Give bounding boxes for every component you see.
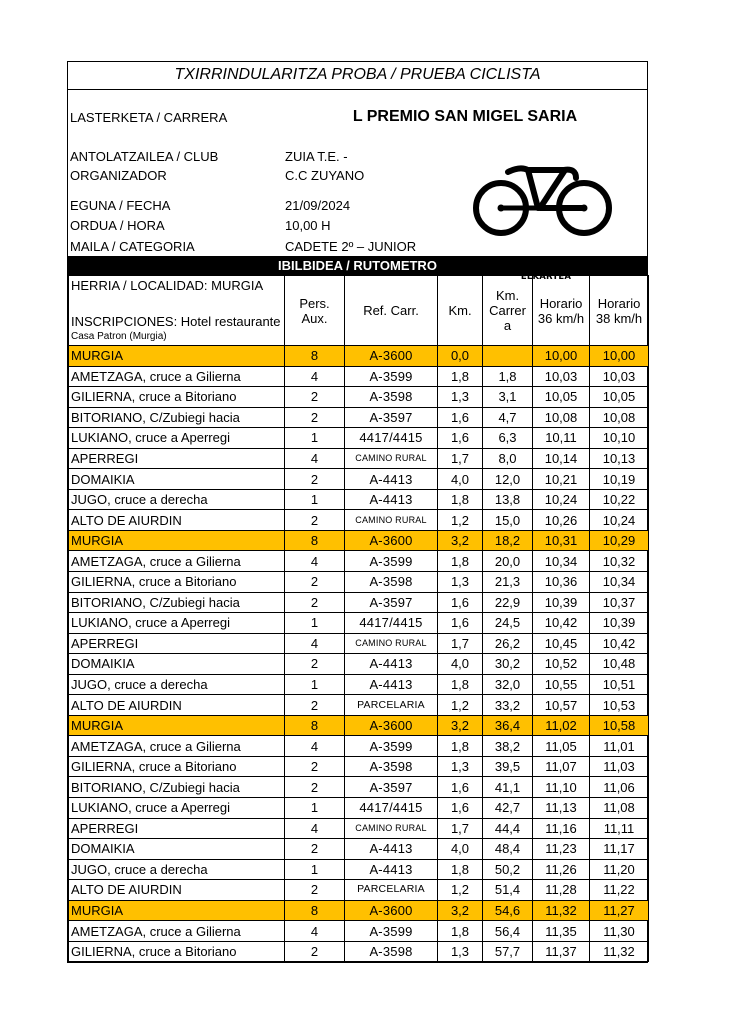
pers-cell: 1 xyxy=(285,489,345,510)
place-cell: BITORIANO, C/Zubiegi hacia xyxy=(69,592,285,613)
ref-cell: A-4413 xyxy=(345,489,438,510)
race-name: L PREMIO SAN MIGEL SARIA xyxy=(352,108,578,125)
km-race-cell: 54,6 xyxy=(483,900,533,921)
table-row xyxy=(69,674,649,695)
schedule-38-cell: 10,08 xyxy=(590,407,649,428)
km-cell: 1,6 xyxy=(438,428,483,449)
km-cell: 4,0 xyxy=(438,654,483,675)
place-cell: BITORIANO, C/Zubiegi hacia xyxy=(69,777,285,798)
pers-cell: 8 xyxy=(285,715,345,736)
pers-cell: 2 xyxy=(285,695,345,716)
time-value: 10,00 H xyxy=(285,218,331,233)
km-race-cell: 30,2 xyxy=(483,654,533,675)
km-cell: 1,3 xyxy=(438,941,483,962)
km-cell: 1,6 xyxy=(438,777,483,798)
schedule-36-cell: 11,07 xyxy=(533,756,590,777)
km-cell: 1,8 xyxy=(438,921,483,942)
pers-cell: 2 xyxy=(285,510,345,531)
schedule-38-cell: 10,10 xyxy=(590,428,649,449)
place-cell: LUKIANO, cruce a Aperregi xyxy=(69,613,285,634)
table-row xyxy=(69,489,649,510)
schedule-36-cell: 10,45 xyxy=(533,633,590,654)
pers-cell: 4 xyxy=(285,448,345,469)
pers-cell: 4 xyxy=(285,633,345,654)
ref-cell: A-4413 xyxy=(345,839,438,860)
club-value-2: C.C ZUYANO xyxy=(285,168,365,183)
place-cell: ALTO DE AIURDIN xyxy=(69,880,285,901)
ref-cell: A-3600 xyxy=(345,530,438,551)
ref-cell: A-3600 xyxy=(345,346,438,367)
km-cell: 1,3 xyxy=(438,756,483,777)
schedule-38-cell: 10,39 xyxy=(590,613,649,634)
km-cell: 1,7 xyxy=(438,448,483,469)
schedule-38-cell: 10,03 xyxy=(590,366,649,387)
club-label-1: ANTOLATZAILEA / CLUB xyxy=(70,149,219,164)
ref-cell: A-3597 xyxy=(345,777,438,798)
km-race-cell: 12,0 xyxy=(483,469,533,490)
inscriptions-text: INSCRIPCIONES: Hotel restaurante xyxy=(71,314,281,329)
km-header: Km. xyxy=(438,276,483,346)
schedule-38-cell: 10,34 xyxy=(590,572,649,593)
table-row xyxy=(69,695,649,716)
table-row xyxy=(69,407,649,428)
schedule-38-cell: 10,29 xyxy=(590,530,649,551)
category-value: CADETE 2º – JUNIOR xyxy=(285,239,417,254)
table-row xyxy=(69,859,649,880)
table-row xyxy=(69,736,649,757)
km-cell: 1,6 xyxy=(438,407,483,428)
table-row xyxy=(69,366,649,387)
ref-cell: CAMINO RURAL xyxy=(345,818,438,839)
km-cell: 1,6 xyxy=(438,613,483,634)
table-row xyxy=(69,921,649,942)
ref-cell: CAMINO RURAL xyxy=(345,510,438,531)
schedule-38-cell: 10,13 xyxy=(590,448,649,469)
schedule-36-cell: 10,00 xyxy=(533,346,590,367)
table-row xyxy=(69,798,649,819)
pers-cell: 2 xyxy=(285,756,345,777)
schedule-36-cell: 10,26 xyxy=(533,510,590,531)
schedule-36-cell: 11,32 xyxy=(533,900,590,921)
route-rows xyxy=(69,346,649,962)
inscriptions-text-2: Casa Patron (Murgia) xyxy=(71,331,167,342)
km-cell: 1,2 xyxy=(438,695,483,716)
schedule-36-cell: 11,05 xyxy=(533,736,590,757)
place-cell: JUGO, cruce a derecha xyxy=(69,489,285,510)
ref-cell: A-4413 xyxy=(345,674,438,695)
pers-cell: 8 xyxy=(285,346,345,367)
schedule-38-cell: 10,51 xyxy=(590,674,649,695)
schedule-36-cell: 10,24 xyxy=(533,489,590,510)
place-cell: AMETZAGA, cruce a Gilierna xyxy=(69,366,285,387)
table-header-row xyxy=(69,276,649,346)
schedule-36-cell: 10,14 xyxy=(533,448,590,469)
schedule-36-cell: 10,57 xyxy=(533,695,590,716)
ref-cell: A-3598 xyxy=(345,756,438,777)
ref-cell: A-3599 xyxy=(345,551,438,572)
km-race-cell: 8,0 xyxy=(483,448,533,469)
schedule-36-cell: 11,35 xyxy=(533,921,590,942)
schedule-36-cell: 11,13 xyxy=(533,798,590,819)
schedule-36-cell: 11,02 xyxy=(533,715,590,736)
km-race-cell: 15,0 xyxy=(483,510,533,531)
ref-cell: CAMINO RURAL xyxy=(345,633,438,654)
locality-header xyxy=(69,276,285,346)
km-cell: 1,3 xyxy=(438,387,483,408)
place-cell: JUGO, cruce a derecha xyxy=(69,674,285,695)
place-cell: GILIERNA, cruce a Bitoriano xyxy=(69,387,285,408)
schedule-36-cell: 10,36 xyxy=(533,572,590,593)
km-race-cell: 22,9 xyxy=(483,592,533,613)
schedule-36-cell: 10,21 xyxy=(533,469,590,490)
pers-cell: 2 xyxy=(285,777,345,798)
schedule-38-cell: 10,58 xyxy=(590,715,649,736)
place-cell: AMETZAGA, cruce a Gilierna xyxy=(69,551,285,572)
place-cell: MURGIA xyxy=(69,900,285,921)
table-row xyxy=(69,818,649,839)
place-cell: MURGIA xyxy=(69,530,285,551)
club-value-1: ZUIA T.E. - xyxy=(285,149,348,164)
schedule-38-cell: 11,08 xyxy=(590,798,649,819)
schedule-38-cell: 11,17 xyxy=(590,839,649,860)
table-row xyxy=(69,633,649,654)
km-race-cell: 4,7 xyxy=(483,407,533,428)
place-cell: APERREGI xyxy=(69,818,285,839)
route-table xyxy=(68,275,649,962)
ref-cell: CAMINO RURAL xyxy=(345,448,438,469)
time-label: ORDUA / HORA xyxy=(70,218,165,233)
km-race-cell: 18,2 xyxy=(483,530,533,551)
table-row xyxy=(69,941,649,962)
table-row xyxy=(69,880,649,901)
km-cell: 1,8 xyxy=(438,489,483,510)
pers-cell: 2 xyxy=(285,469,345,490)
date-value: 21/09/2024 xyxy=(285,198,351,213)
pers-cell: 1 xyxy=(285,428,345,449)
place-cell: APERREGI xyxy=(69,448,285,469)
km-race-cell: 44,4 xyxy=(483,818,533,839)
table-row xyxy=(69,428,649,449)
pers-cell: 8 xyxy=(285,900,345,921)
schedule-38-cell: 11,03 xyxy=(590,756,649,777)
place-cell: APERREGI xyxy=(69,633,285,654)
km-race-cell: 56,4 xyxy=(483,921,533,942)
schedule-36-cell: 10,03 xyxy=(533,366,590,387)
pers-header: Pers. Aux. xyxy=(285,276,345,346)
table-row xyxy=(69,777,649,798)
schedule-36-cell: 10,39 xyxy=(533,592,590,613)
schedule-38-cell: 10,24 xyxy=(590,510,649,531)
pers-cell: 4 xyxy=(285,736,345,757)
place-cell: BITORIANO, C/Zubiegi hacia xyxy=(69,407,285,428)
km-race-cell: 26,2 xyxy=(483,633,533,654)
table-row xyxy=(69,469,649,490)
km-race-cell: 48,4 xyxy=(483,839,533,860)
km-race-cell: 24,5 xyxy=(483,613,533,634)
km-race-cell: 38,2 xyxy=(483,736,533,757)
km-race-cell: 39,5 xyxy=(483,756,533,777)
km-race-cell: 20,0 xyxy=(483,551,533,572)
schedule-38-cell: 11,20 xyxy=(590,859,649,880)
date-label: EGUNA / FECHA xyxy=(70,198,171,213)
schedule-38-cell: 10,48 xyxy=(590,654,649,675)
ref-cell: 4417/4415 xyxy=(345,428,438,449)
km-race-cell: 3,1 xyxy=(483,387,533,408)
schedule-36-cell: 11,16 xyxy=(533,818,590,839)
schedule-38-cell: 10,42 xyxy=(590,633,649,654)
club-label-2: ORGANIZADOR xyxy=(70,168,167,183)
ref-cell: A-4413 xyxy=(345,859,438,880)
ref-cell: A-3597 xyxy=(345,407,438,428)
schedule-36-cell: 11,37 xyxy=(533,941,590,962)
place-cell: ALTO DE AIURDIN xyxy=(69,695,285,716)
km-race-cell: 41,1 xyxy=(483,777,533,798)
ref-header: Ref. Carr. xyxy=(345,276,438,346)
pers-cell: 4 xyxy=(285,921,345,942)
pers-cell: 2 xyxy=(285,941,345,962)
schedule-36-cell: 10,42 xyxy=(533,613,590,634)
table-row xyxy=(69,592,649,613)
place-cell: GILIERNA, cruce a Bitoriano xyxy=(69,572,285,593)
logo-text: ZUIA TXIRRINDULARI ELKARTEA xyxy=(494,262,598,282)
km-race-header: Km. Carrer a xyxy=(483,276,533,346)
pers-cell: 8 xyxy=(285,530,345,551)
table-row xyxy=(69,510,649,531)
place-cell: ALTO DE AIURDIN xyxy=(69,510,285,531)
km-cell: 1,3 xyxy=(438,572,483,593)
place-cell: LUKIANO, cruce a Aperregi xyxy=(69,798,285,819)
ref-cell: 4417/4415 xyxy=(345,613,438,634)
ref-cell: A-3600 xyxy=(345,715,438,736)
km-race-cell: 6,3 xyxy=(483,428,533,449)
pers-cell: 1 xyxy=(285,798,345,819)
km-cell: 3,2 xyxy=(438,900,483,921)
km-race-cell: 32,0 xyxy=(483,674,533,695)
schedule-38-cell: 11,06 xyxy=(590,777,649,798)
pers-cell: 4 xyxy=(285,551,345,572)
ref-cell: A-3598 xyxy=(345,387,438,408)
pers-cell: 1 xyxy=(285,859,345,880)
ref-cell: A-3598 xyxy=(345,572,438,593)
place-cell: LUKIANO, cruce a Aperregi xyxy=(69,428,285,449)
pers-cell: 1 xyxy=(285,674,345,695)
ref-cell: A-3597 xyxy=(345,592,438,613)
pers-cell: 2 xyxy=(285,592,345,613)
table-row xyxy=(69,654,649,675)
schedule-38-cell: 10,00 xyxy=(590,346,649,367)
km-cell: 1,2 xyxy=(438,880,483,901)
schedule-38-cell: 11,01 xyxy=(590,736,649,757)
km-cell: 3,2 xyxy=(438,530,483,551)
pers-cell: 2 xyxy=(285,654,345,675)
schedule-36-cell: 10,55 xyxy=(533,674,590,695)
pers-cell: 2 xyxy=(285,880,345,901)
km-cell: 1,8 xyxy=(438,859,483,880)
schedule-36-cell: 10,52 xyxy=(533,654,590,675)
table-row xyxy=(69,900,649,921)
km-race-cell: 50,2 xyxy=(483,859,533,880)
place-cell: GILIERNA, cruce a Bitoriano xyxy=(69,941,285,962)
km-race-cell: 36,4 xyxy=(483,715,533,736)
place-cell: MURGIA xyxy=(69,715,285,736)
km-race-cell: 1,8 xyxy=(483,366,533,387)
km-race-cell: 33,2 xyxy=(483,695,533,716)
km-cell: 4,0 xyxy=(438,839,483,860)
km-cell: 0,0 xyxy=(438,346,483,367)
table-row xyxy=(69,715,649,736)
place-cell: GILIERNA, cruce a Bitoriano xyxy=(69,756,285,777)
km-race-cell: 42,7 xyxy=(483,798,533,819)
schedule-36-cell: 11,28 xyxy=(533,880,590,901)
schedule-36-cell: 11,10 xyxy=(533,777,590,798)
schedule-38-cell: 11,11 xyxy=(590,818,649,839)
km-race-cell: 51,4 xyxy=(483,880,533,901)
document-title: TXIRRINDULARITZA PROBA / PRUEBA CICLISTA xyxy=(68,62,647,90)
table-row xyxy=(69,530,649,551)
km-cell: 1,7 xyxy=(438,818,483,839)
schedule-38-cell: 11,27 xyxy=(590,900,649,921)
pers-cell: 2 xyxy=(285,572,345,593)
bicycle-logo-icon xyxy=(468,162,624,258)
schedule-36-cell: 11,26 xyxy=(533,859,590,880)
schedule-36-cell: 11,23 xyxy=(533,839,590,860)
place-cell: DOMAIKIA xyxy=(69,654,285,675)
schedule-38-cell: 10,05 xyxy=(590,387,649,408)
ref-cell: A-3599 xyxy=(345,366,438,387)
schedule-38-cell: 11,22 xyxy=(590,880,649,901)
pers-cell: 2 xyxy=(285,387,345,408)
route-sheet xyxy=(67,61,648,963)
schedule-36-cell: 10,34 xyxy=(533,551,590,572)
km-cell: 1,7 xyxy=(438,633,483,654)
km-cell: 4,0 xyxy=(438,469,483,490)
ref-cell: A-3600 xyxy=(345,900,438,921)
km-cell: 1,6 xyxy=(438,592,483,613)
ref-cell: A-3599 xyxy=(345,736,438,757)
schedule-36-header: Horario 36 km/h xyxy=(533,276,590,346)
pers-cell: 4 xyxy=(285,818,345,839)
table-row xyxy=(69,346,649,367)
ref-cell: 4417/4415 xyxy=(345,798,438,819)
table-row xyxy=(69,387,649,408)
ref-cell: PARCELARIA xyxy=(345,880,438,901)
race-label: LASTERKETA / CARRERA xyxy=(70,110,228,125)
category-label: MAILA / CATEGORIA xyxy=(70,239,195,254)
place-cell: DOMAIKIA xyxy=(69,839,285,860)
schedule-38-cell: 10,53 xyxy=(590,695,649,716)
km-race-cell: 21,3 xyxy=(483,572,533,593)
section-title: IBILBIDEA / RUTOMETRO xyxy=(68,256,647,275)
schedule-36-cell: 10,08 xyxy=(533,407,590,428)
km-cell: 1,8 xyxy=(438,551,483,572)
table-row xyxy=(69,551,649,572)
schedule-38-cell: 10,22 xyxy=(590,489,649,510)
table-row xyxy=(69,613,649,634)
ref-cell: A-3598 xyxy=(345,941,438,962)
km-cell: 1,8 xyxy=(438,736,483,757)
schedule-38-header: Horario 38 km/h xyxy=(590,276,649,346)
km-cell: 1,8 xyxy=(438,366,483,387)
pers-cell: 1 xyxy=(285,613,345,634)
pers-cell: 2 xyxy=(285,839,345,860)
schedule-36-cell: 10,31 xyxy=(533,530,590,551)
schedule-36-cell: 10,11 xyxy=(533,428,590,449)
locality-header-text: HERRIA / LOCALIDAD: MURGIA xyxy=(71,278,264,293)
km-race-cell xyxy=(483,346,533,367)
km-race-cell: 13,8 xyxy=(483,489,533,510)
place-cell: AMETZAGA, cruce a Gilierna xyxy=(69,921,285,942)
place-cell: DOMAIKIA xyxy=(69,469,285,490)
table-row xyxy=(69,572,649,593)
table-row xyxy=(69,756,649,777)
ref-cell: A-4413 xyxy=(345,654,438,675)
km-cell: 1,6 xyxy=(438,798,483,819)
pers-cell: 2 xyxy=(285,407,345,428)
place-cell: MURGIA xyxy=(69,346,285,367)
schedule-36-cell: 10,05 xyxy=(533,387,590,408)
ref-cell: A-3599 xyxy=(345,921,438,942)
km-cell: 3,2 xyxy=(438,715,483,736)
km-cell: 1,2 xyxy=(438,510,483,531)
ref-cell: PARCELARIA xyxy=(345,695,438,716)
pers-cell: 4 xyxy=(285,366,345,387)
schedule-38-cell: 11,32 xyxy=(590,941,649,962)
schedule-38-cell: 11,30 xyxy=(590,921,649,942)
km-race-cell: 57,7 xyxy=(483,941,533,962)
km-cell: 1,8 xyxy=(438,674,483,695)
ref-cell: A-4413 xyxy=(345,469,438,490)
schedule-38-cell: 10,19 xyxy=(590,469,649,490)
table-row xyxy=(69,448,649,469)
place-cell: AMETZAGA, cruce a Gilierna xyxy=(69,736,285,757)
table-row xyxy=(69,839,649,860)
schedule-38-cell: 10,32 xyxy=(590,551,649,572)
place-cell: JUGO, cruce a derecha xyxy=(69,859,285,880)
schedule-38-cell: 10,37 xyxy=(590,592,649,613)
